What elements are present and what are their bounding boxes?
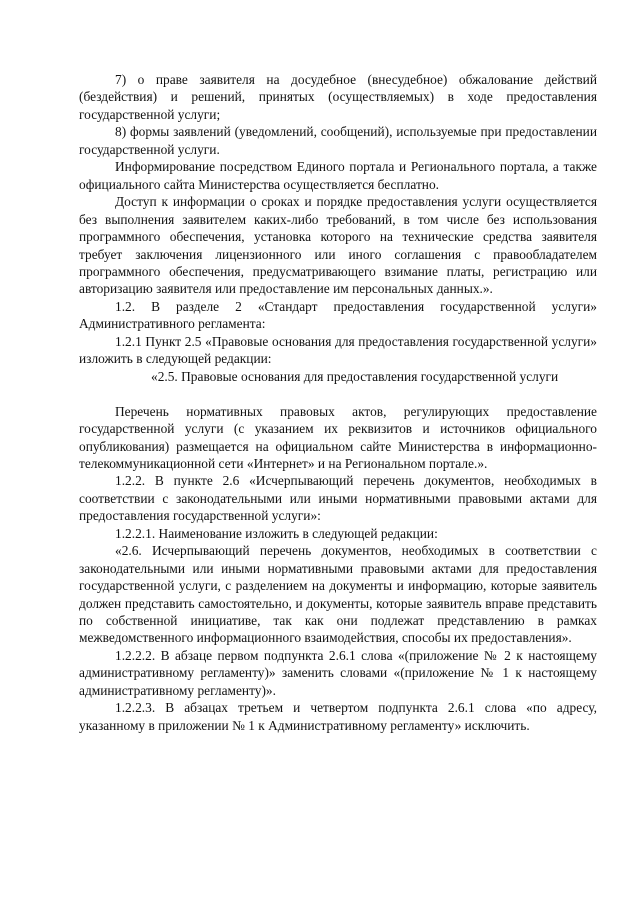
- paragraph-heading-2-6: «2.6. Исчерпывающий перечень документов, необходимых в соответствии с законодательными или иными нормативными правовыми актами для предоставления государственной услуги, с разделением на документы и информацию, которые заявитель должен представить самостоятельно, и документы, которые заявитель вправе представить по собственной инициативе, так как они подлежат представлению в рамках межведомственного информационного взаимодействия, способы их предоставления».: [79, 543, 597, 646]
- paragraph-legal-acts: Перечень нормативных правовых актов, регулирующих предоставление государственной услуги (с указанием их реквизитов и источников официального опубликования) размещается на официальном сайте Министерства в информационно-телекоммуникационной сети «Интернет» и на Региональном портале.».: [79, 403, 597, 471]
- paragraph-informing-free: Информирование посредством Единого портала и Регионального портала, а также официального сайта Министерства осуществляется бесплатно.: [79, 159, 597, 192]
- paragraph-section-1-2: 1.2. В разделе 2 «Стандарт предоставления государственной услуги» Административного регламента:: [79, 298, 597, 332]
- paragraph-section-1-2-2: 1.2.2. В пункте 2.6 «Исчерпывающий перечень документов, необходимых в соответствии с законодательными или иными нормативными правовыми актами для предоставления государственной услуги»:: [79, 473, 597, 524]
- paragraph-section-1-2-1: 1.2.1 Пункт 2.5 «Правовые основания для предоставления государственной услуги» изложить в следующей редакции:: [79, 333, 597, 367]
- paragraph-section-1-2-2-1: 1.2.2.1. Наименование изложить в следующей редакции:: [115, 525, 438, 541]
- paragraph-heading-2-5: «2.5. Правовые основания для предоставления государственной услуги: [151, 368, 559, 384]
- paragraph-item-7-appeal: 7) о праве заявителя на досудебное (внесудебное) обжалование действий (бездействия) и решений, принятых (осуществляемых) в ходе предоставления государственной услуги;: [79, 72, 597, 122]
- blank-line: [79, 385, 597, 402]
- paragraph-section-1-2-2-3: 1.2.2.3. В абзацах третьем и четвертом подпункта 2.6.1 слова «по адресу, указанному в приложении № 1 к Административному регламенту» исключить.: [79, 700, 597, 733]
- paragraph-item-8-forms: 8) формы заявлений (уведомлений, сообщений), используемые при предоставлении государственной услуги.: [79, 124, 597, 157]
- paragraph-section-1-2-2-2: 1.2.2.2. В абзаце первом подпункта 2.6.1 слова «(приложение № 2 к настоящему административному регламенту)» заменить словами «(приложение № 1 к настоящему административному регламенту)».: [79, 647, 597, 698]
- paragraph-access-info: Доступ к информации о сроках и порядке предоставления услуги осуществляется без выполнения заявителем каких-либо требований, в том числе без использования программного обеспечения, установка которого на технические средства заявителя требует заключения лицензионного или иного соглашения с правообладателем программного обеспечения, предусматривающего взимание платы, регистрацию или авторизацию заявителя или предоставление им персональных данных.».: [79, 194, 597, 297]
- document-body: [79, 71, 597, 734]
